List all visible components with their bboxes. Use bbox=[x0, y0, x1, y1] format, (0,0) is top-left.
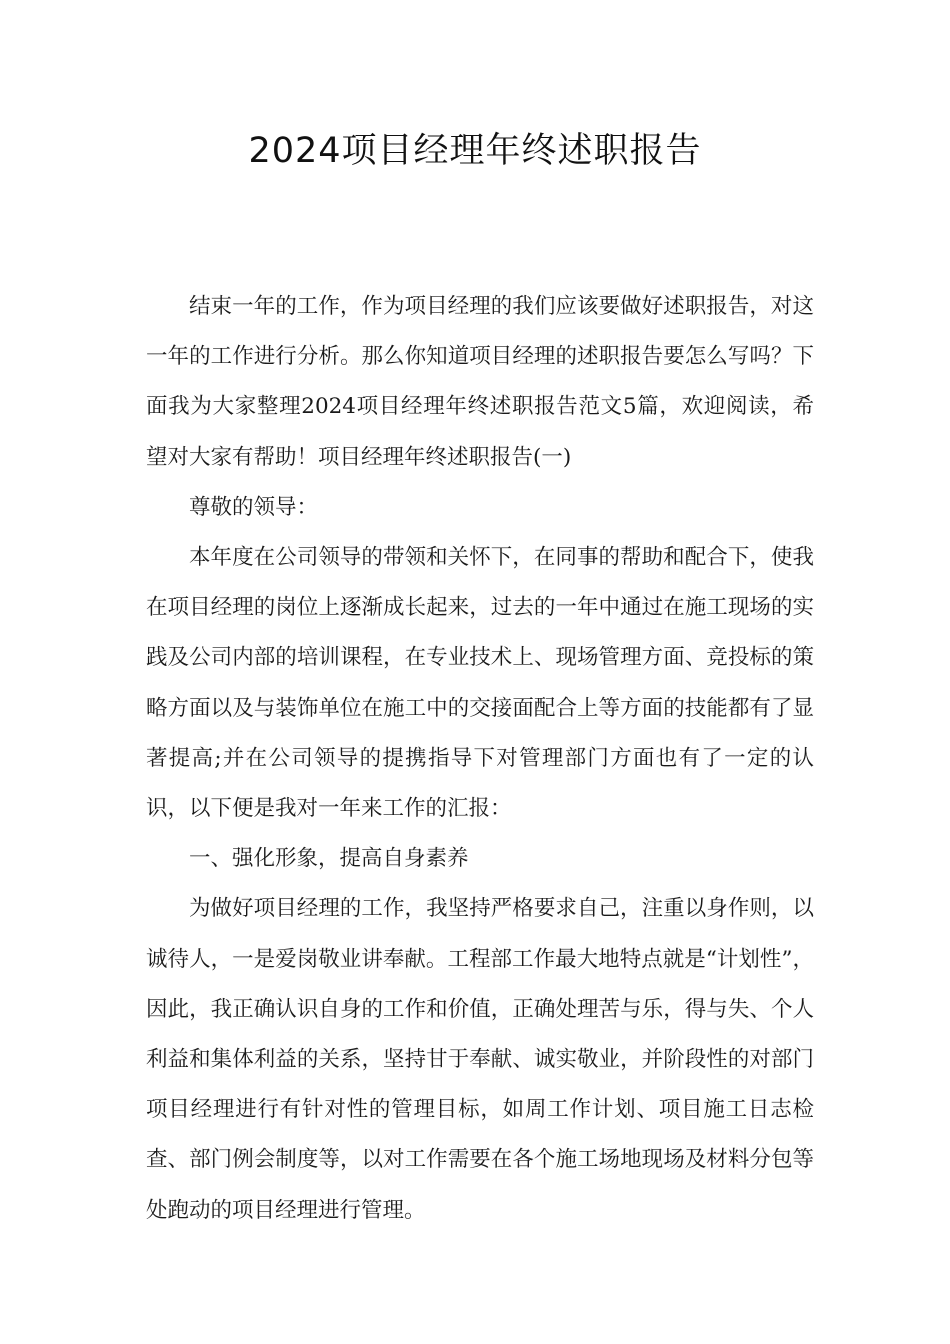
body-paragraph: 为做好项目经理的工作，我坚持严格要求自己，注重以身作则，以诚待人，一是爱岗敬业讲奉献。工程部工作最大地特点就是“计划性”，因此，我正确认识自身的工作和价值，正确处理苦与乐，得与失、个人利益和集体利益的关系，坚持甘于奉献、诚实敬业，并阶段性的对部门项目经理进行有针对性的管理目标，如周工作计划、项目施工日志检查、部门例会制度等，以对工作需要在各个施工场地现场及材料分包等处跑动的项目经理进行管理。 bbox=[146, 896, 814, 1223]
salutation: 尊敬的领导： bbox=[189, 494, 319, 520]
section-heading: 一、强化形象，提高自身素养 bbox=[189, 846, 469, 872]
document-title: 2024项目经理年终述职报告 bbox=[248, 131, 702, 171]
intro-paragraph: 结束一年的工作，作为项目经理的我们应该要做好述职报告，对这一年的工作进行分析。那么你知道项目经理的述职报告要怎么写吗？下面我为大家整理2024项目经理年终述职报告范文5篇，欢迎阅读，希望对大家有帮助！项目经理年终述职报告(一) bbox=[146, 294, 814, 470]
document-body bbox=[146, 282, 814, 1236]
body-paragraph: 本年度在公司领导的带领和关怀下，在同事的帮助和配合下，使我在项目经理的岗位上逐渐成长起来，过去的一年中通过在施工现场的实践及公司内部的培训课程，在专业技术上、现场管理方面、竞投标的策略方面以及与装饰单位在施工中的交接面配合上等方面的技能都有了显著提高;并在公司领导的提携指导下对管理部门方面也有了一定的认识，以下便是我对一年来工作的汇报： bbox=[146, 545, 814, 822]
